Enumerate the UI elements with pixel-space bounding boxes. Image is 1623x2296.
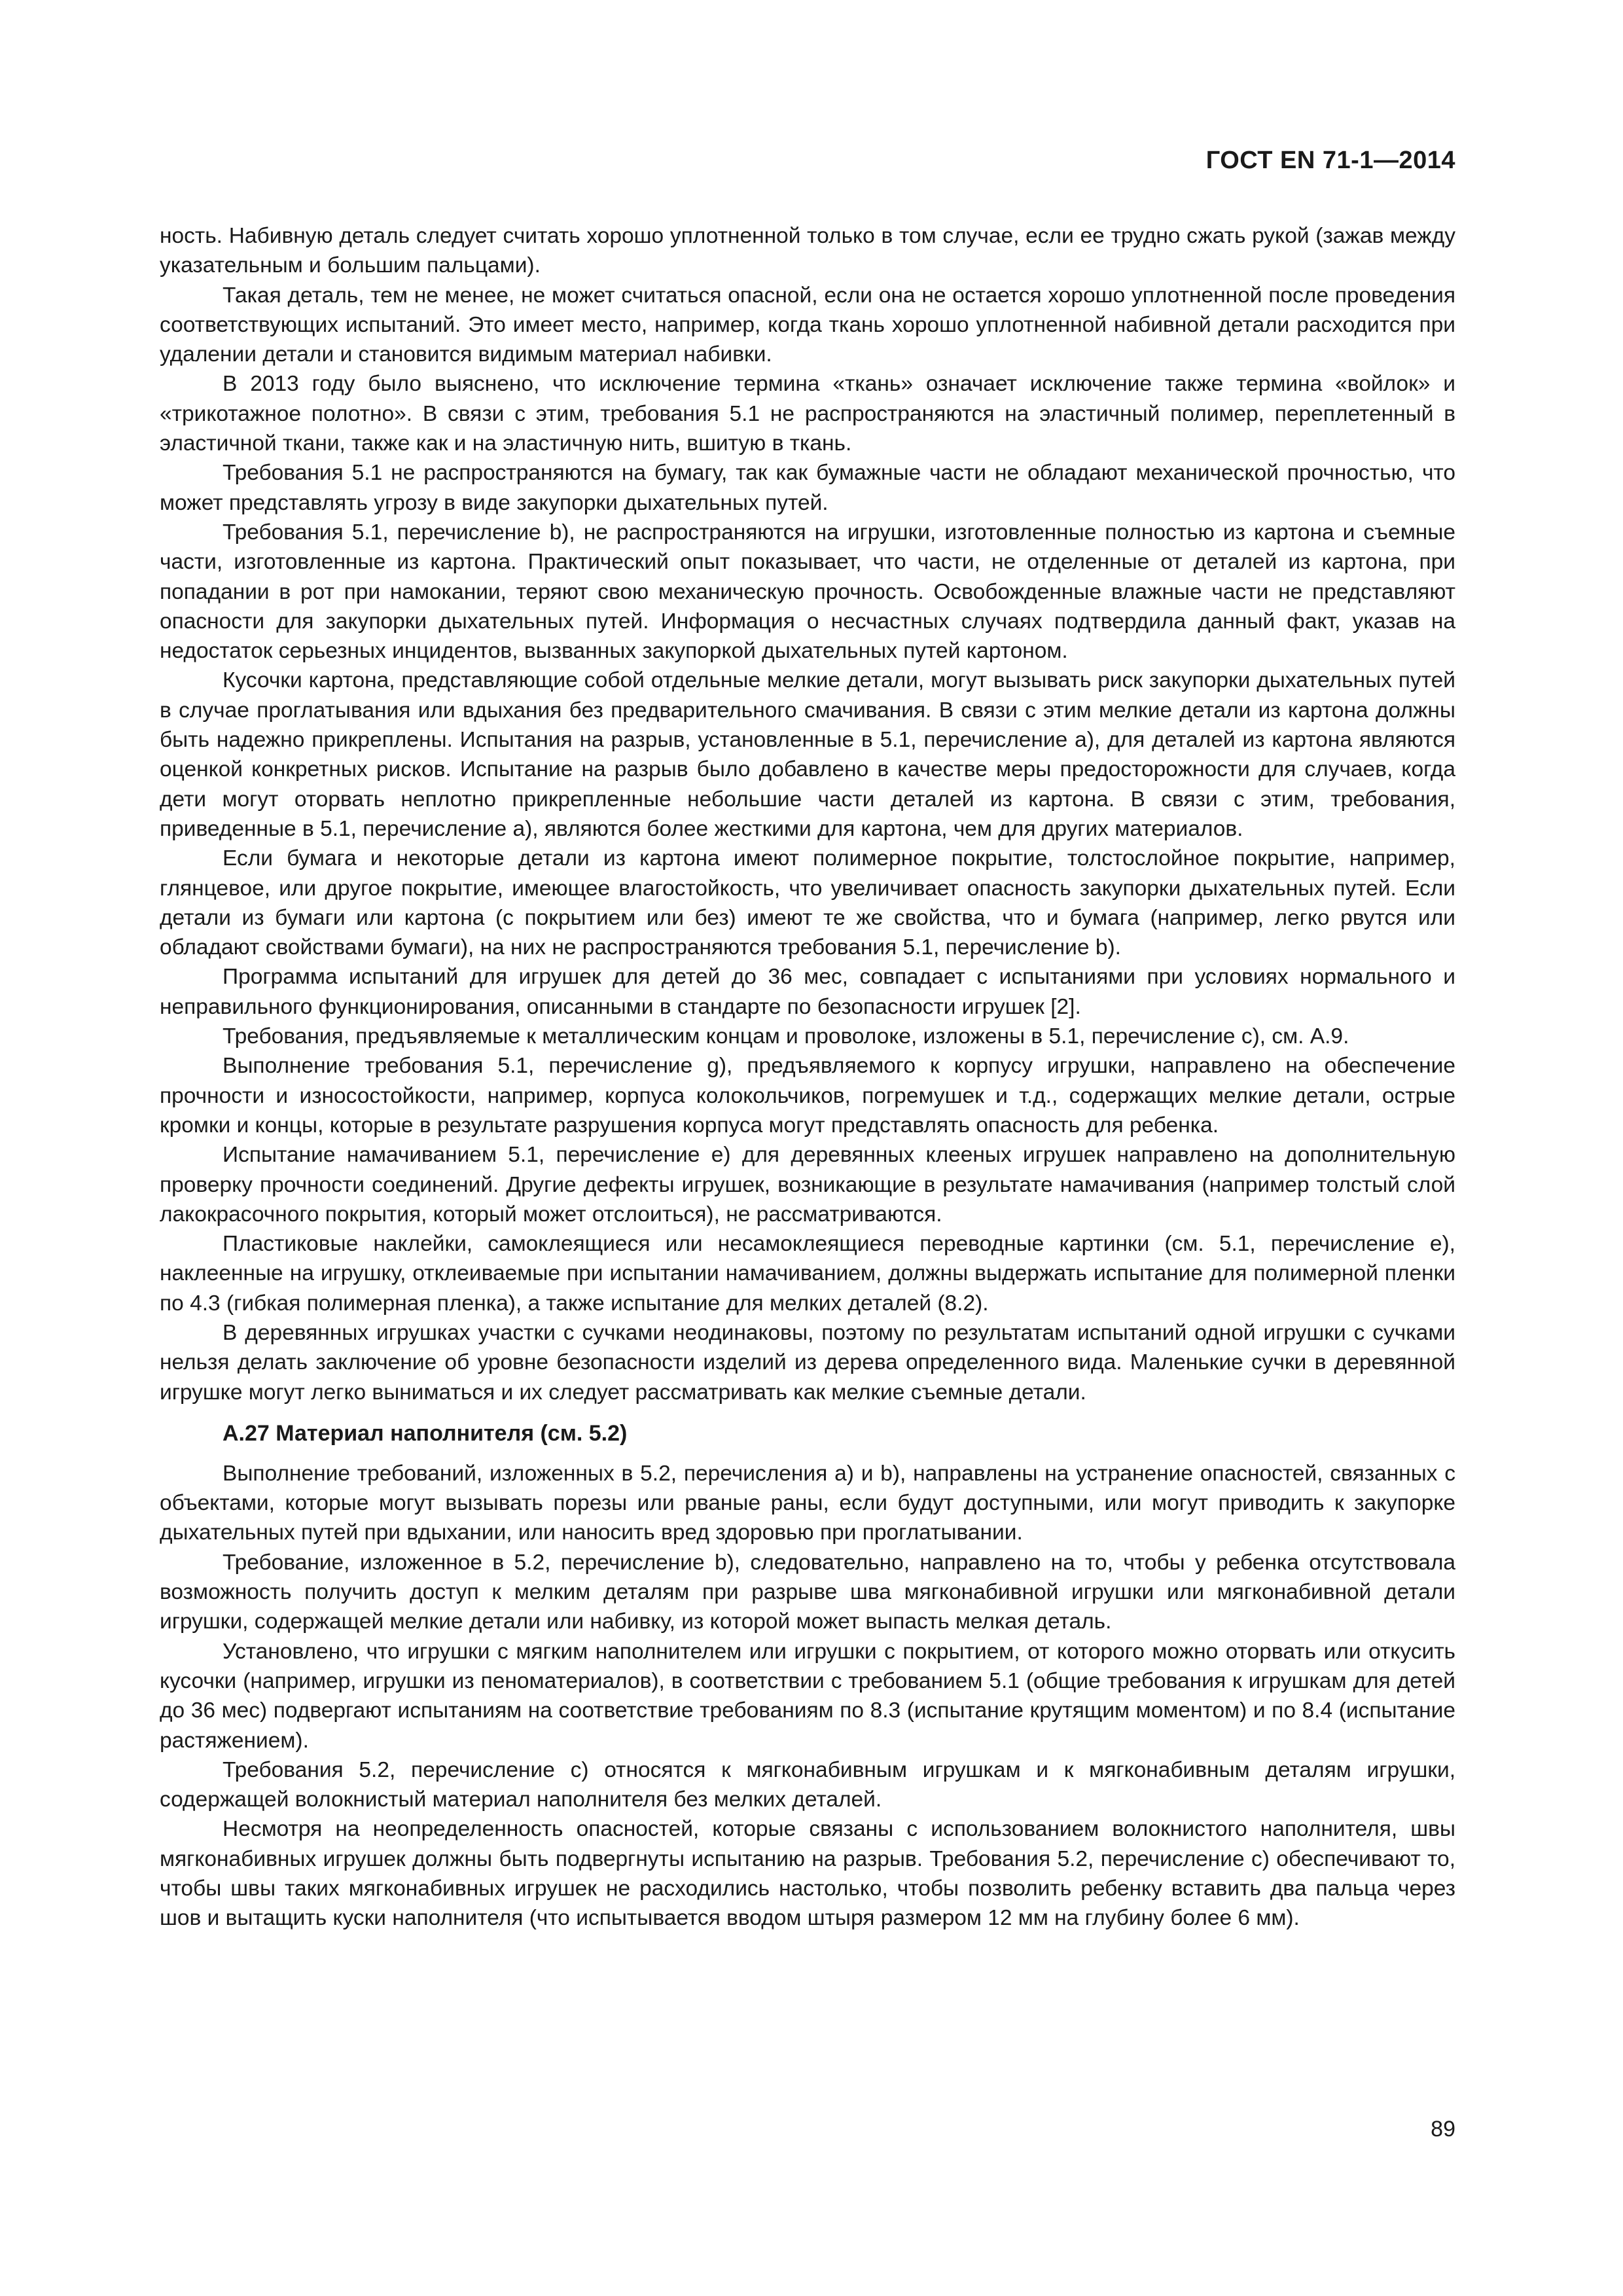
paragraph: Пластиковые наклейки, самоклеящиеся или несамоклеящиеся переводные картинки (см. 5.1, перечисление е), наклеенные на игрушку, отклеиваемые при испытании намачиванием, должны выдержать испытание для полимерной пленки по 4.3 (гибкая полимерная пленка), а также испытание для мелких деталей (8.2). [160,1232,1455,1316]
paragraph: В деревянных игрушках участки с сучками неодинаковы, поэтому по результатам испытаний одной игрушки с сучками нельзя делать заключение об уровне безопасности изделий из дерева определенного вида. Маленькие сучки в деревянной игрушке могут легко выниматься и их следует рассматривать как мелкие съемные детали. [160,1320,1455,1405]
paragraph: Требования 5.1 не распространяются на бумагу, так как бумажные части не обладают механической прочностью, что может представлять угрозу в виде закупорки дыхательных путей. [160,461,1455,515]
paragraph: Установлено, что игрушки с мягким наполнителем или игрушки с покрытием, от которого можно оторвать или откусить кусочки (например, игрушки из пеноматериалов), в соответствии с требованием 5.1 (общие требования к игрушкам для детей до 36 мес) подвергают испытаниям на соответствие требованиям по 8.3 (испытание крутящим моментом) и по 8.4 (испытание растяжением). [160,1639,1455,1753]
section-heading: А.27 Материал наполнителя (см. 5.2) [223,1420,628,1446]
paragraph: Программа испытаний для игрушек для детей до 36 мес, совпадает с испытаниями при условиях нормального и неправильного функционирования, описанными в стандарте по безопасности игрушек [2]. [160,965,1455,1019]
paragraph: Такая деталь, тем не менее, не может считаться опасной, если она не остается хорошо уплотненной после проведения соответствующих испытаний. Это имеет место, например, когда ткань хорошо уплотненной набивной детали расходится при удалении детали и становится видимым материал набивки. [160,283,1455,367]
document-header: ГОСТ EN 71-1—2014 [1205,147,1455,174]
paragraph: В 2013 году было выяснено, что исключение термина «ткань» означает исключение также термина «войлок» и «трикотажное полотно». В связи с этим, требования 5.1 не распространяются на эластичный полимер, переплетенный в эластичной ткани, также как и на эластичную нить, вшитую в ткань. [160,372,1455,456]
paragraph: Испытание намачиванием 5.1, перечисление е) для деревянных клееных игрушек направлено на дополнительную проверку прочности соединений. Другие дефекты игрушек, возникающие в результате намачивания (например толстый слой лакокрасочного покрытия, который может отслоиться), не рассматриваются. [160,1143,1455,1227]
paragraph: Если бумага и некоторые детали из картона имеют полимерное покрытие, толстослойное покрытие, например, глянцевое, или другое покрытие, имеющее влагостойкость, что увеличивает опасность закупорки дыхательных путей. Если детали из бумаги или картона (с покрытием или без) имеют те же свойства, что и бумага (например, легко рвутся или обладают свойствами бумаги), на них не распространяются требования 5.1, перечисление b). [160,846,1455,960]
paragraph: Требование, изложенное в 5.2, перечисление b), следовательно, направлено на то, чтобы у ребенка отсутствовала возможность получить доступ к мелким деталям при разрыве шва мягконабивной игрушки или мягконабивной детали игрушки, содержащей мелкие детали или набивку, из которой может выпасть мелкая деталь. [160,1550,1455,1634]
paragraph: Требования, предъявляемые к металлическим концам и проволоке, изложены в 5.1, перечисление с), см. А.9. [223,1024,1349,1049]
paragraph: ность. Набивную деталь следует считать хорошо уплотненной только в том случае, если ее трудно сжать рукой (зажав между указательным и большим пальцами). [160,224,1455,278]
paragraph: Выполнение требований, изложенных в 5.2, перечисления а) и b), направлены на устранение опасностей, связанных с объектами, которые могут вызывать порезы или рваные раны, если будут доступными, или могут приводить к закупорке дыхательных путей при вдыхании, или наносить вред здоровью при проглатывании. [160,1461,1455,1545]
page-body [160,221,1455,1933]
paragraph: Выполнение требования 5.1, перечисление g), предъявляемого к корпусу игрушки, направлено на обеспечение прочности и износостойкости, например, корпуса колокольчиков, погремушек и т.д., содержащих мелкие детали, острые кромки и концы, которые в результате разрушения корпуса могут представлять опасность для ребенка. [160,1054,1455,1138]
paragraph: Требования 5.1, перечисление b), не распространяются на игрушки, изготовленные полностью из картона и съемные части, изготовленные из картона. Практический опыт показывает, что части, не отделенные от деталей из картона, при попадании в рот при намокании, теряют свою механическую прочность. Освобожденные влажные части не представляют опасности для закупорки дыхательных путей. Информация о несчастных случаях подтвердила данный факт, указав на недостаток серьезных инцидентов, вызванных закупоркой дыхательных путей картоном. [160,520,1455,664]
paragraph: Требования 5.2, перечисление с) относятся к мягконабивным игрушкам и к мягконабивным деталям игрушки, содержащей волокнистый материал наполнителя без мелких деталей. [160,1757,1455,1812]
page-number: 89 [1431,2117,1455,2142]
paragraph: Кусочки картона, представляющие собой отдельные мелкие детали, могут вызывать риск закупорки дыхательных путей в случае проглатывания или вдыхания без предварительного смачивания. В связи с этим мелкие детали из картона должны быть надежно прикреплены. Испытания на разрыв, установленные в 5.1, перечисление а), для деталей из картона являются оценкой конкретных рисков. Испытание на разрыв было добавлено в качестве меры предосторожности для случаев, когда дети могут оторвать неплотно прикрепленные небольшие части деталей из картона. В связи с этим, требования, приведенные в 5.1, перечисление а), являются более жесткими для картона, чем для других материалов. [160,668,1455,841]
paragraph: Несмотря на неопределенность опасностей, которые связаны с использованием волокнистого наполнителя, швы мягконабивных игрушек должны быть подвергнуты испытанию на разрыв. Требования 5.2, перечисление с) обеспечивают то, чтобы швы таких мягконабивных игрушек не расходились настолько, чтобы позволить ребенку вставить два пальца через шов и вытащить куски наполнителя (что испытывается вводом штыря размером 12 мм на глубину более 6 мм). [160,1817,1455,1931]
